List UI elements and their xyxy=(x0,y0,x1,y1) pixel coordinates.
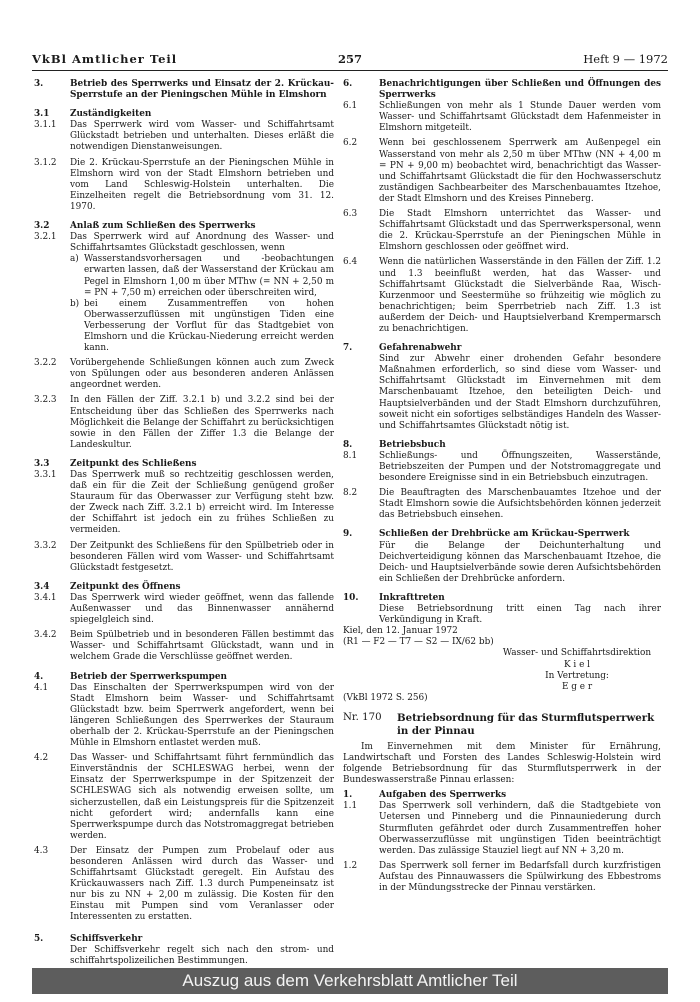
pinnau-paragraph-1-1: 1.1 Das Sperrwerk soll verhindern, daß die Stadtgebiete von Uetersen und Pinneberg und die Pinnauniederung durch Sturmfluten gefährdet oder durch Zusammentreffen hoher Oberwasserzuflüsse mit ungünstigen Tiden beeinträchtigt werden. Das zulässige Stauziel liegt auf NN + 3,20 m. xyxy=(343,801,661,856)
paragraph-6-1: 6.1 Schließungen von mehr als 1 Stunde Dauer werden vom Wasser- und Schiffahrtsamt Glückstadt dem Hafenmeister in Elmshorn mitgeteilt. xyxy=(343,101,661,134)
paragraph-10: Diese Betriebsordnung tritt einen Tag nach ihrer Verkündigung in Kraft. xyxy=(379,604,661,626)
section-4-heading: 4. Betrieb der Sperrwerkspumpen xyxy=(34,671,227,682)
page-header xyxy=(32,52,668,68)
section-3-3-heading: 3.3 Zeitpunkt des Schließens xyxy=(34,458,197,469)
left-column xyxy=(34,79,334,967)
list-item-a: a) Wasserstandsvorhersagen und -beobachtungen erwarten lassen, daß der Wasserstand der Krückau am Pegel in Elmshorn 1,00 m über MThw (= NN + 2,50 m = PN + 7,50 m) erreichen oder überschreiten wird, xyxy=(70,254,334,298)
signature-role: In Vertretung: xyxy=(545,670,609,681)
paragraph-4-2: 4.2 Das Wasser- und Schiffahrtsamt führt fernmündlich das Einverständnis der SCHLESWAG herbei, wenn der Einsatz der Sperrwerkspumpe in der Spitzenzeit der SCHLESWAG sich als notwendig erweisen sollte, um sicherzustellen, daß ein Leistungspreis für die Spitzenzeit nicht gefordert wird; andernfalls kann eine Sperrwerkspumpe durch das Notstromaggregat betrieben werden. xyxy=(34,753,334,841)
paragraph-3-1-2: 3.1.2 Die 2. Krückau-Sperrstufe an der Pieningschen Mühle in Elmshorn wird von der Stadt Elmshorn betrieben und vom Land Schleswig-Holstein unterhalten. Die Einzelheiten regelt die Betriebsordnung vom 31. 12. 1970. xyxy=(34,157,334,212)
footer-banner: Auszug aus dem Verkehrsblatt Amtlicher Teil xyxy=(32,968,668,994)
section-10-heading: 10. Inkrafttreten xyxy=(343,592,445,603)
page-number: 257 xyxy=(337,52,362,66)
header-rule xyxy=(32,70,668,71)
paragraph-8-1: 8.1 Schließungs- und Öffnungszeiten, Wasserstände, Betriebszeiten der Pumpen und der Notstromaggregate und besondere Ereignisse sind in ein Betriebsbuch einzutragen. xyxy=(343,450,661,484)
pinnau-section-1-heading: 1. Aufgaben des Sperrwerks xyxy=(343,790,507,801)
section-9-heading: 9. Schließen der Drehbrücke am Krückau-Sperrwerk xyxy=(343,529,630,540)
paragraph-6-2: 6.2 Wenn bei geschlossenem Sperrwerk am Außenpegel ein Wasserstand von mehr als 2,50 m über MThw (NN + 4,00 m = PN + 9,00 m) beobachtet wird, benachrichtigt das Wasser- und Schiffahrtsamt Glückstadt die für den Hochwasserschutz zuständigen Sachbearbeiter des Marschenbauamtes Itzehoe, der Stadt Elmshorn und des Kreises Pinneberg. xyxy=(343,138,661,204)
list-item-b: b) bei einem Zusammentreffen von hohen Oberwasserzuflüssen mit ungünstigen Tiden eine Verbesserung der Vorflut für das Stadtgebiet von Elmshorn und die Krückau-Niederung erreicht werden kann. xyxy=(70,298,334,354)
citation: (VkBl 1972 S. 256) xyxy=(343,692,428,703)
section-8-heading: 8. Betriebsbuch xyxy=(343,439,446,450)
paragraph-6-3: 6.3 Die Stadt Elmshorn unterrichtet das Wasser- und Schiffahrtsamt Glückstadt und das Sperrwerkspersonal, wenn die 2. Krückau-Sperrstufe an der Pieningschen Mühle in Elmshorn geschlossen oder geöffnet wird. xyxy=(343,209,661,253)
signature-authority: Wasser- und Schiffahrtsdirektion xyxy=(502,648,652,659)
section-6-heading: 6. Benachrichtigungen über Schließen und Öffnungen des Sperrwerks xyxy=(343,79,661,101)
paragraph-3-4-1: 3.4.1 Das Sperrwerk wird wieder geöffnet, wenn das fallende Außenwasser und das Binnenwasser annähernd spiegelgleich sind. xyxy=(34,592,334,626)
section-3-4-heading: 3.4 Zeitpunkt des Öffnens xyxy=(34,581,181,592)
paragraph-3-2-3: 3.2.3 In den Fällen der Ziff. 3.2.1 b) und 3.2.2 sind bei der Entscheidung über das Schließen des Sperrwerks nach Möglichkeit die Belange der Schiffahrt zu berücksichtigen sowie in den Fällen der Ziffer 1.3 die Belange der Landeskultur. xyxy=(34,395,334,450)
right-column xyxy=(343,79,661,894)
section-3-heading: 3. Betrieb des Sperrwerks und Einsatz der 2. Krückau-Sperrstufe an der Pieningschen Mühle in Elmshorn xyxy=(34,79,334,101)
paragraph-4-3: 4.3 Der Einsatz der Pumpen zum Probelauf oder aus besonderen Anlässen wird durch das Wasser- und Schiffahrtsamt Glückstadt geregelt. Ein Aufstau des Krückauwassers nach Ziff. 1.3 durch Pumpeneinsatz ist nur bis zu NN + 2,00 m zulässig. Die Kosten für den Einstau mit Pumpen sind vom Veranlasser oder Interessenten zu erstatten. xyxy=(34,845,334,923)
section-3-2-heading: 3.2 Anlaß zum Schließen des Sperrwerks xyxy=(34,221,256,232)
reference-line: (R1 — F2 — T7 — S2 — IX/62 bb) xyxy=(343,637,494,648)
paragraph-8-2: 8.2 Die Beauftragten des Marschenbauamtes Itzehoe und der Stadt Elmshorn sowie die Aufsichtsbehörden können jederzeit das Betriebsbuch einsehen. xyxy=(343,488,661,521)
paragraph-9: Für die Belange der Deichunterhaltung und Deichverteidigung können das Marschenbauamt Itzehoe, die Deich- und Hauptsielverbände sowie deren Aufsichtsbehörden ein Schließen der Drehbrücke anfordern. xyxy=(379,540,661,584)
pinnau-paragraph-1-2: 1.2 Das Sperrwerk soll ferner im Bedarfsfall durch kurzfristigen Aufstau des Pinnauwassers die Spülwirkung des Ebbestroms in der Mündungsstrecke der Pinnau verstärken. xyxy=(343,860,661,893)
ordinance-heading: Nr. 170 Betriebsordnung für das Sturmflutsperrwerk in der Pinnau xyxy=(343,711,655,737)
paragraph-3-2-1: 3.2.1 Das Sperrwerk wird auf Anordnung des Wasser- und Schiffahrtsamtes Glückstadt geschlossen, wenn xyxy=(34,232,334,254)
paragraph-5: Der Schiffsverkehr regelt sich nach den strom- und schiffahrtspolizeilichen Bestimmungen. xyxy=(70,944,334,966)
paragraph-3-4-2: 3.4.2 Beim Spülbetrieb und in besonderen Fällen bestimmt das Wasser- und Schiffahrtsamt Glückstadt, wann und in welchem Grade die Verschlüsse geöffnet werden. xyxy=(34,630,334,663)
paragraph-6-4: 6.4 Wenn die natürlichen Wasserstände in den Fällen der Ziff. 1.2 und 1.3 beeinflußt werden, hat das Wasser- und Schiffahrtsamt Glückstadt die Sielverbände Raa, Wisch-Kurzenmoor und Seestermühe so frühzeitig wie möglich zu benachrichtigen; beim Sperrbetrieb nach Ziff. 1.3 ist außerdem der Deich- und Hauptsielverband Krempermarsch zu benachrichtigen. xyxy=(343,257,661,334)
section-5-heading: 5. Schiffsverkehr xyxy=(34,933,143,944)
signature-city: K i e l xyxy=(563,659,591,670)
date-line: Kiel, den 12. Januar 1972 xyxy=(343,626,458,637)
paragraph-4-1: 4.1 Das Einschalten der Sperrwerkspumpen wird von der Stadt Elmshorn beim Wasser- und Schiffahrtsamt Glückstadt bzw. beim Sperrwerk angefordert, wenn bei längeren Schließungen des Sperrwerkes der Stauraum oberhalb der 2. Krückau-Sperrstufe an der Pieningschen Mühle in Elmshorn entlastet werden muß. xyxy=(34,682,334,749)
ordinance-intro: Im Einvernehmen mit dem Minister für Ernährung, Landwirtschaft und Forsten des Landes Schleswig-Holstein wird folgende Betriebsordnung für das Sturmflutsperrwerk in der Bundeswasserstraße Pinnau erlassen: xyxy=(343,741,661,786)
section-3-1-heading: 3.1 Zuständigkeiten xyxy=(34,109,152,120)
issue-label: Heft 9 — 1972 xyxy=(583,52,668,66)
paragraph-3-1-1: 3.1.1 Das Sperrwerk wird vom Wasser- und Schiffahrtsamt Glückstadt betrieben und unterhalten. Dieses erläßt die notwendigen Dienstanweisungen. xyxy=(34,120,334,153)
signature-name: E g e r xyxy=(561,681,593,692)
section-7-heading: 7. Gefahrenabwehr xyxy=(343,343,462,354)
paragraph-3-3-1: 3.3.1 Das Sperrwerk muß so rechtzeitig geschlossen werden, daß ein für die Zeit der Schließung genügend großer Stauraum für das Oberwasser zur Verfügung steht bzw. der Zweck nach Ziff. 3.2.1 b) erreicht wird. Im Interesse der Schiffahrt ist jedoch ein zu frühes Schließen zu vermeiden. xyxy=(34,470,334,536)
paragraph-7: Sind zur Abwehr einer drohenden Gefahr besondere Maßnahmen erforderlich, so sind diese vom Wasser- und Schiffahrtsamt Glückstadt im Einvernehmen mit dem Marschenbauamt Itzehoe, den beteiligten Deich- und Hauptsielverbänden und der Stadt Elmshorn durchzuführen, soweit nicht ein sofortiges selbständiges Handeln des Wasser- und Schiffahrtsamtes Glückstadt nötig ist. xyxy=(379,354,661,431)
paragraph-3-2-2: 3.2.2 Vorübergehende Schließungen können auch zum Zweck von Spülungen oder aus besonderen anderen Anlässen angeordnet werden. xyxy=(34,358,334,391)
paragraph-3-3-2: 3.3.2 Der Zeitpunkt des Schließens für den Spülbetrieb oder in besonderen Fällen wird vom Wasser- und Schiffahrtsamt Glückstadt festgesetzt. xyxy=(34,540,334,573)
journal-section: VkBl Amtlicher Teil xyxy=(32,52,178,66)
